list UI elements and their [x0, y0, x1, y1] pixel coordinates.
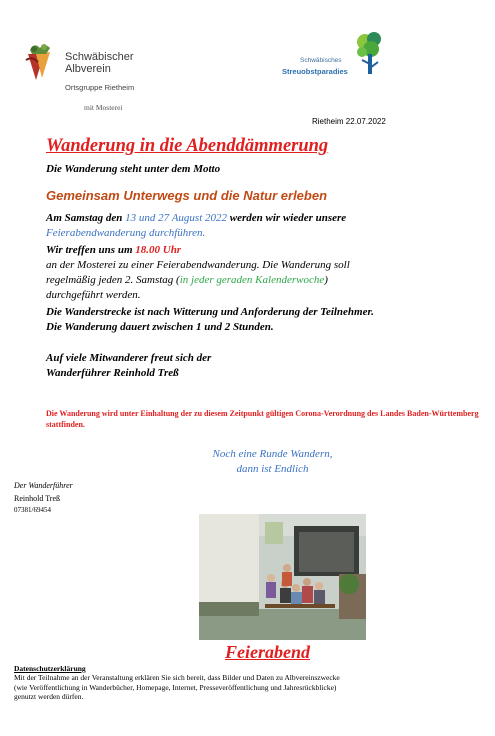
signature-phone: 07381/69454 — [14, 506, 51, 514]
signature-name: Reinhold Treß — [14, 494, 61, 503]
body-text: regelmäßig jeden 2. Samstag ( — [46, 274, 180, 286]
body-line-7: Die Wanderstrecke ist nach Witterung und Anforderung der Teilnehmer. — [46, 306, 374, 318]
closing-title: Feierabend — [225, 642, 310, 662]
albverein-emblem-icon — [22, 40, 56, 86]
page-title: Wanderung in die Abenddämmerung — [46, 136, 329, 156]
tree-icon — [354, 30, 384, 78]
privacy-text — [14, 673, 484, 702]
meeting-time: 18.00 Uhr — [135, 244, 182, 256]
quote — [180, 447, 365, 477]
body-line-6: durchgeführt werden. — [46, 289, 141, 301]
event-dates: 13 und 27 August 2022 — [125, 212, 228, 224]
body-text: ) — [324, 274, 328, 286]
quote-line2: dann ist Endlich — [236, 463, 309, 475]
motto-subtitle: Gemeinsam Unterwegs und die Natur erleben — [46, 188, 328, 203]
body-line-3 — [46, 243, 181, 258]
body-line-9: Auf viele Mitwanderer freut sich der — [46, 352, 212, 364]
event-photo — [199, 514, 366, 640]
privacy-line2: (wie Veröffentlichung in Wanderbücher, Homepage, Internet, Presseveröffentlichung und Jahresrückblicke) — [14, 682, 337, 692]
calendar-week-note: in jeder geraden Kalenderwoche — [179, 274, 325, 286]
privacy-line3: genutzt werden dürfen. — [14, 692, 84, 701]
albverein-logo — [22, 40, 152, 110]
body-line-4: an der Mosterei zu einer Feierabendwanderung. Die Wanderung soll — [46, 259, 350, 271]
logo-note: mit Mosterei — [84, 103, 123, 112]
body-line-2: Feierabendwanderung durchführen. — [46, 227, 206, 239]
quote-line1: Noch eine Runde Wandern, — [212, 448, 333, 460]
logo-right-line2: Streuobstparadies — [282, 67, 348, 76]
body-line-10: Wanderführer Reinhold Treß — [46, 367, 179, 379]
logo-text-line1: Schwäbischer — [65, 51, 134, 63]
privacy-heading: Datenschutzerklärung — [14, 664, 86, 673]
body-line-1 — [46, 211, 346, 226]
streuobstparadies-logo — [278, 30, 388, 85]
body-line-8: Die Wanderung dauert zwischen 1 und 2 Stunden. — [46, 321, 274, 333]
body-text: Wir treffen uns um — [46, 244, 136, 256]
motto-intro: Die Wanderung steht unter dem Motto — [46, 163, 221, 175]
logo-right-line1: Schwäbisches — [300, 57, 342, 64]
body-text: werden wir wieder unsere — [227, 212, 347, 224]
logo-group: Ortsgruppe Rietheim — [65, 83, 135, 92]
signature-role: Der Wanderführer — [14, 481, 73, 490]
body-line-5 — [46, 273, 328, 288]
body-text: Am Samstag den — [46, 212, 126, 224]
privacy-line1: Mit der Teilnahme an der Veranstaltung erklären Sie sich bereit, dass Bilder und Daten zu Albvereinszwecke — [14, 673, 340, 682]
document-date: Rietheim 22.07.2022 — [312, 117, 386, 126]
logo-text-line2: Albverein — [65, 63, 111, 75]
event-photo-drawing — [199, 514, 366, 640]
corona-note: Die Wanderung wird unter Einhaltung der zu diesem Zeitpunkt gültigen Corona-Verordnung des Landes Baden-Württemberg stattfinden. — [46, 409, 479, 429]
